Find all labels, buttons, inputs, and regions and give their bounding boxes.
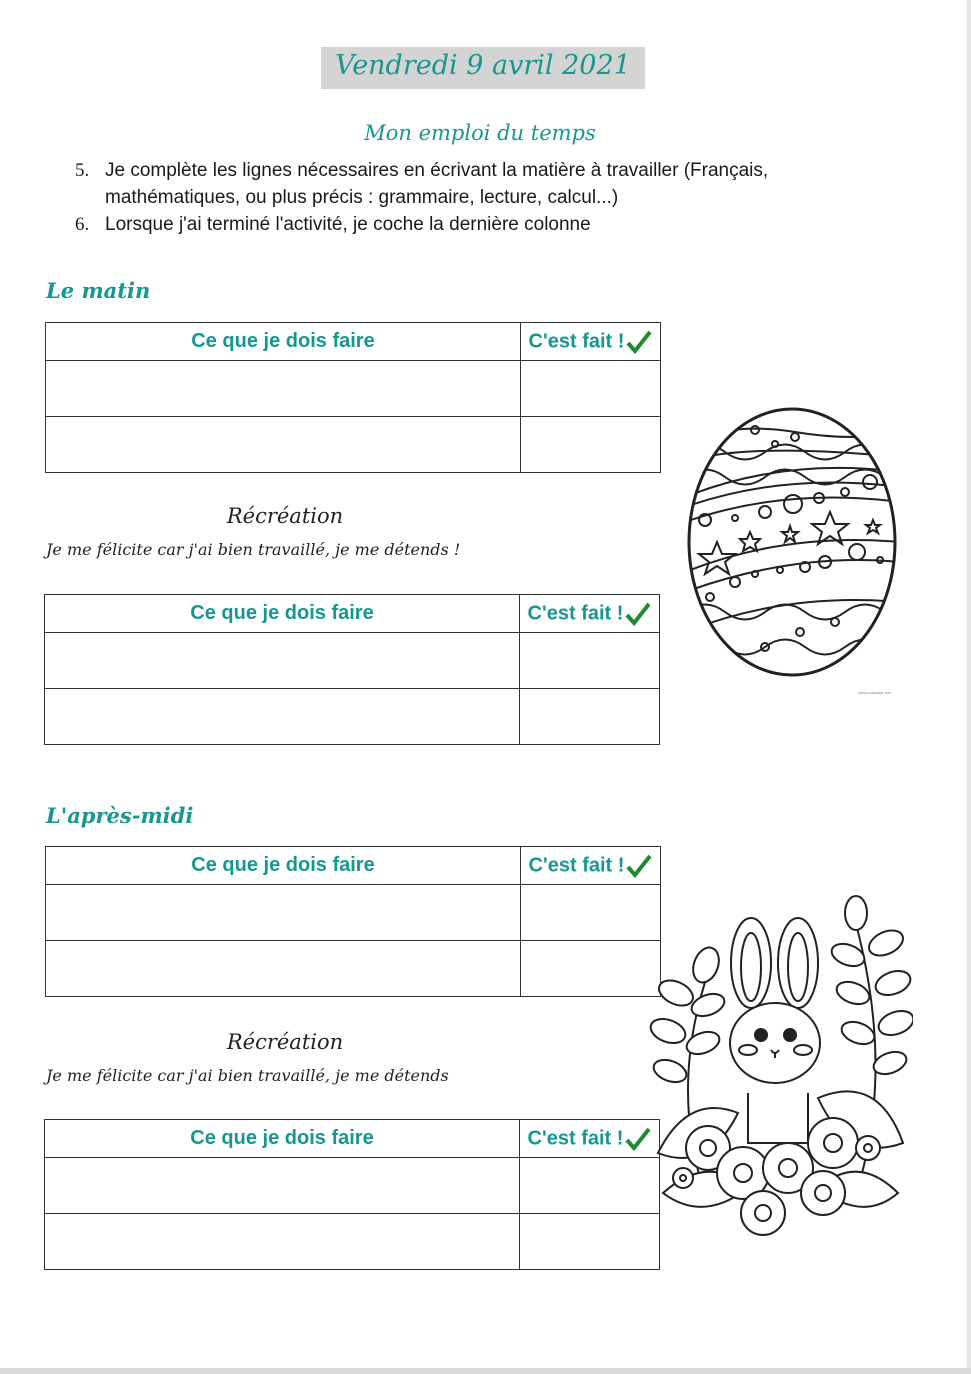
done-cell[interactable] (520, 689, 660, 745)
recess-title: Récréation (226, 1030, 344, 1054)
image-credit: www.coloriage.info (858, 690, 892, 695)
section-morning: Le matin (46, 278, 151, 303)
header-done-label: C'est fait ! (528, 329, 625, 352)
task-cell[interactable] (46, 941, 521, 997)
schedule-table-morning-2 (44, 594, 660, 745)
instruction-5 (75, 157, 768, 211)
header-done (520, 595, 660, 633)
section-afternoon: L'après-midi (46, 803, 194, 828)
schedule-table-afternoon-1 (45, 846, 661, 997)
header-done (521, 323, 661, 361)
checkmark-icon (625, 602, 651, 626)
instruction-number: 5. (75, 160, 90, 181)
instruction-6 (75, 211, 591, 238)
instruction-text: mathématiques, ou plus précis : grammaire, lecture, calcul...) (105, 187, 619, 208)
header-task: Ce que je dois faire (46, 847, 521, 885)
done-cell[interactable] (521, 361, 661, 417)
page-edge (967, 0, 971, 1374)
header-done-label: C'est fait ! (527, 1126, 624, 1149)
checkmark-icon (626, 330, 652, 354)
header-done-label: C'est fait ! (528, 853, 625, 876)
task-cell[interactable] (46, 885, 521, 941)
schedule-table-morning-1 (45, 322, 661, 473)
bunny-flowers-icon (648, 893, 913, 1243)
recess-title: Récréation (226, 504, 344, 528)
task-cell[interactable] (45, 633, 520, 689)
done-cell[interactable] (520, 1214, 660, 1270)
done-cell[interactable] (521, 941, 661, 997)
header-done-label: C'est fait ! (527, 601, 624, 624)
header-task: Ce que je dois faire (46, 323, 521, 361)
instruction-text: Lorsque j'ai terminé l'activité, je coche la dernière colonne (105, 214, 591, 235)
recess-text: Je me félicite car j'ai bien travaillé, je me détends (46, 1066, 449, 1085)
page-edge-bottom (0, 1368, 971, 1374)
header-task: Ce que je dois faire (45, 595, 520, 633)
checkmark-icon (626, 854, 652, 878)
done-cell[interactable] (521, 885, 661, 941)
easter-egg-icon (685, 402, 900, 682)
page-subtitle: Mon emploi du temps (364, 121, 596, 145)
done-cell[interactable] (520, 633, 660, 689)
header-done (520, 1120, 660, 1158)
task-cell[interactable] (45, 689, 520, 745)
header-task: Ce que je dois faire (45, 1120, 520, 1158)
header-done (521, 847, 661, 885)
task-cell[interactable] (46, 361, 521, 417)
page-date: Vendredi 9 avril 2021 (335, 50, 631, 81)
done-cell[interactable] (521, 417, 661, 473)
done-cell[interactable] (520, 1158, 660, 1214)
task-cell[interactable] (45, 1214, 520, 1270)
recess-text: Je me félicite car j'ai bien travaillé, je me détends ! (46, 540, 461, 559)
task-cell[interactable] (46, 417, 521, 473)
schedule-table-afternoon-2 (44, 1119, 660, 1270)
instruction-text: Je complète les lignes nécessaires en écrivant la matière à travailler (Français, (105, 160, 769, 181)
task-cell[interactable] (45, 1158, 520, 1214)
instruction-number: 6. (75, 214, 90, 235)
